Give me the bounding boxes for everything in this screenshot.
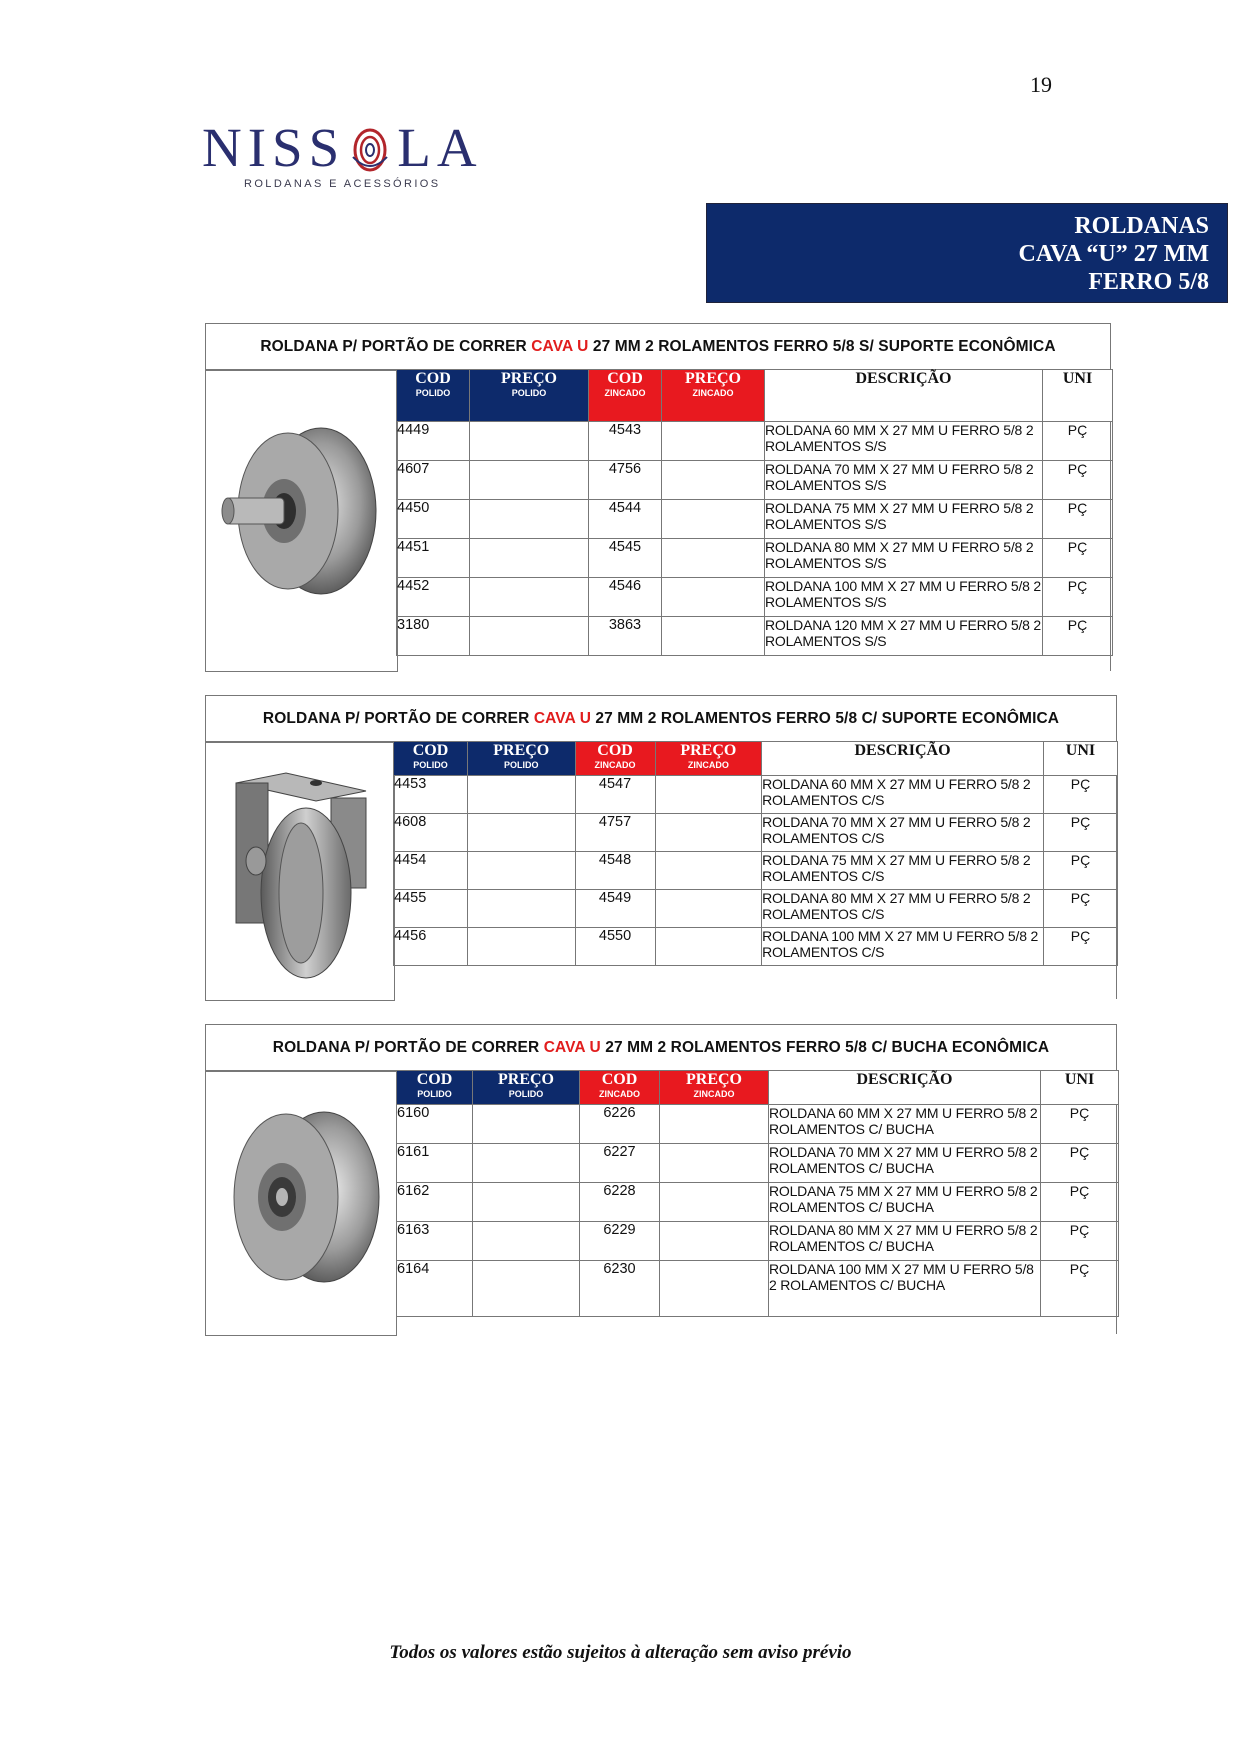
table-row: [397, 461, 1113, 500]
cell-preco-polido: [470, 461, 589, 500]
section-title-highlight: CAVA U: [543, 1038, 601, 1056]
cell-cod-polido: 4452: [397, 578, 470, 617]
logo-tagline: ROLDANAS E ACESSÓRIOS: [244, 178, 441, 190]
cell-cod-polido: 6164: [397, 1261, 473, 1317]
cell-uni: PÇ: [1043, 814, 1117, 852]
cell-preco-polido: [470, 422, 589, 461]
page-number: 19: [1030, 72, 1052, 97]
cell-cod-polido: 4449: [397, 422, 470, 461]
cell-descricao: ROLDANA 60 MM X 27 MM U FERRO 5/8 2 ROLAMENTOS S/S: [765, 422, 1043, 461]
product-table: [396, 1070, 1119, 1317]
cell-cod-zincado: 4548: [575, 852, 655, 890]
product-section-1: [205, 323, 1111, 671]
cell-preco-zincado: [662, 539, 765, 578]
logo-text-left: NISS: [202, 117, 346, 178]
section-title-text: ROLDANA P/ PORTÃO DE CORRER: [260, 337, 527, 355]
category-title-box: [706, 203, 1228, 303]
cell-preco-polido: [473, 1183, 580, 1222]
col-preco-zincado: PREÇO ZINCADO: [655, 742, 761, 776]
cell-preco-zincado: [662, 617, 765, 656]
cell-preco-polido: [473, 1144, 580, 1183]
cell-preco-zincado: [662, 500, 765, 539]
table-row: [397, 422, 1113, 461]
cell-uni: PÇ: [1043, 617, 1113, 656]
cell-preco-polido: [473, 1261, 580, 1317]
cell-cod-zincado: 4756: [589, 461, 662, 500]
cell-cod-polido: 4456: [394, 928, 468, 966]
col-cod-zincado: COD ZINCADO: [575, 742, 655, 776]
table-row: [397, 1222, 1119, 1261]
company-logo: [202, 118, 492, 198]
cell-cod-polido: 4451: [397, 539, 470, 578]
section-title-highlight: CAVA U: [533, 709, 591, 727]
product-table: [393, 741, 1118, 966]
table-row: [394, 776, 1118, 814]
cell-preco-polido: [470, 539, 589, 578]
cell-cod-polido: 6161: [397, 1144, 473, 1183]
col-uni: UNI: [1043, 742, 1117, 776]
col-cod-polido: COD POLIDO: [394, 742, 468, 776]
product-section-3: [205, 1024, 1117, 1334]
cell-uni: PÇ: [1041, 1222, 1119, 1261]
cell-preco-polido: [468, 928, 575, 966]
cell-preco-polido: [470, 617, 589, 656]
cell-cod-polido: 4450: [397, 500, 470, 539]
cell-cod-zincado: 6226: [580, 1105, 660, 1144]
pulley-wheel-icon: [347, 125, 393, 171]
cell-cod-zincado: 4549: [575, 890, 655, 928]
col-preco-polido: PREÇO POLIDO: [470, 370, 589, 422]
table-row: [394, 928, 1118, 966]
cell-cod-polido: 4455: [394, 890, 468, 928]
cell-preco-polido: [468, 890, 575, 928]
cell-preco-polido: [468, 852, 575, 890]
col-preco-polido: PREÇO POLIDO: [473, 1071, 580, 1105]
cell-descricao: ROLDANA 60 MM X 27 MM U FERRO 5/8 2 ROLAMENTOS C/S: [762, 776, 1044, 814]
cell-uni: PÇ: [1043, 539, 1113, 578]
cell-preco-polido: [468, 776, 575, 814]
cell-preco-zincado: [655, 776, 761, 814]
table-row: [397, 578, 1113, 617]
section-title-text: ROLDANA P/ PORTÃO DE CORRER: [262, 709, 530, 727]
cell-cod-zincado: 4757: [575, 814, 655, 852]
col-preco-zincado: PREÇO ZINCADO: [662, 370, 765, 422]
category-title-line1: ROLDANAS: [1074, 213, 1209, 239]
cell-descricao: ROLDANA 80 MM X 27 MM U FERRO 5/8 2 ROLAMENTOS S/S: [765, 539, 1043, 578]
cell-uni: PÇ: [1041, 1105, 1119, 1144]
product-section-2: [205, 695, 1117, 999]
product-photo: [205, 742, 395, 1001]
cell-preco-polido: [470, 500, 589, 539]
col-cod-polido: COD POLIDO: [397, 1071, 473, 1105]
cell-preco-zincado: [660, 1105, 769, 1144]
cell-descricao: ROLDANA 100 MM X 27 MM U FERRO 5/8 2 ROLAMENTOS S/S: [765, 578, 1043, 617]
section-title-text-end: 27 MM 2 ROLAMENTOS FERRO 5/8 S/ SUPORTE ECONÔMICA: [592, 337, 1056, 355]
cell-cod-polido: 4607: [397, 461, 470, 500]
cell-cod-zincado: 6229: [580, 1222, 660, 1261]
cell-preco-zincado: [660, 1222, 769, 1261]
cell-uni: PÇ: [1043, 852, 1117, 890]
col-uni: UNI: [1043, 370, 1113, 422]
section-title-highlight: CAVA U: [531, 337, 589, 355]
cell-uni: PÇ: [1041, 1144, 1119, 1183]
cell-descricao: ROLDANA 60 MM X 27 MM U FERRO 5/8 2 ROLAMENTOS C/ BUCHA: [769, 1105, 1041, 1144]
cell-uni: PÇ: [1041, 1261, 1119, 1317]
cell-descricao: ROLDANA 75 MM X 27 MM U FERRO 5/8 2 ROLAMENTOS C/S: [762, 852, 1044, 890]
cell-cod-polido: 6163: [397, 1222, 473, 1261]
table-row: [394, 890, 1118, 928]
wheel-with-bracket-image: [206, 743, 396, 1001]
section-title: [206, 696, 1116, 742]
cell-preco-polido: [473, 1105, 580, 1144]
cell-cod-zincado: 6228: [580, 1183, 660, 1222]
col-descricao: DESCRIÇÃO: [765, 370, 1043, 422]
cell-descricao: ROLDANA 100 MM X 27 MM U FERRO 5/8 2 ROLAMENTOS C/ BUCHA: [769, 1261, 1041, 1317]
section-title: [206, 1025, 1116, 1071]
table-row: [394, 814, 1118, 852]
cell-descricao: ROLDANA 100 MM X 27 MM U FERRO 5/8 2 ROLAMENTOS C/S: [762, 928, 1044, 966]
cell-cod-zincado: 6230: [580, 1261, 660, 1317]
col-uni: UNI: [1041, 1071, 1119, 1105]
cell-preco-zincado: [660, 1144, 769, 1183]
table-row: [394, 852, 1118, 890]
cell-preco-polido: [468, 814, 575, 852]
cell-preco-zincado: [662, 461, 765, 500]
category-title-line3: FERRO 5/8: [1088, 269, 1209, 295]
cell-uni: PÇ: [1043, 890, 1117, 928]
product-photo: [205, 1071, 397, 1336]
cell-uni: PÇ: [1041, 1183, 1119, 1222]
cell-descricao: ROLDANA 120 MM X 27 MM U FERRO 5/8 2 ROLAMENTOS S/S: [765, 617, 1043, 656]
section-title-text-end: 27 MM 2 ROLAMENTOS FERRO 5/8 C/ SUPORTE ECONÔMICA: [595, 709, 1060, 727]
category-title-line2: CAVA “U” 27 MM: [1018, 241, 1209, 267]
wheel-with-axle-image: [206, 371, 399, 671]
cell-cod-polido: 6160: [397, 1105, 473, 1144]
cell-uni: PÇ: [1043, 461, 1113, 500]
product-photo: [205, 370, 398, 672]
col-cod-zincado: COD ZINCADO: [589, 370, 662, 422]
cell-cod-polido: 4453: [394, 776, 468, 814]
cell-cod-zincado: 3863: [589, 617, 662, 656]
product-table: [396, 369, 1113, 656]
col-descricao: DESCRIÇÃO: [762, 742, 1044, 776]
cell-preco-zincado: [655, 852, 761, 890]
table-row: [397, 617, 1113, 656]
cell-preco-zincado: [660, 1183, 769, 1222]
cell-descricao: ROLDANA 80 MM X 27 MM U FERRO 5/8 2 ROLAMENTOS C/S: [762, 890, 1044, 928]
cell-cod-zincado: 4543: [589, 422, 662, 461]
table-row: [397, 1144, 1119, 1183]
cell-preco-zincado: [662, 578, 765, 617]
col-preco-polido: PREÇO POLIDO: [468, 742, 575, 776]
cell-preco-polido: [470, 578, 589, 617]
cell-cod-polido: 6162: [397, 1183, 473, 1222]
cell-descricao: ROLDANA 75 MM X 27 MM U FERRO 5/8 2 ROLAMENTOS C/ BUCHA: [769, 1183, 1041, 1222]
cell-cod-polido: 4454: [394, 852, 468, 890]
wheel-with-bushing-image: [206, 1072, 398, 1336]
cell-cod-zincado: 4545: [589, 539, 662, 578]
cell-preco-zincado: [655, 928, 761, 966]
cell-cod-zincado: 4550: [575, 928, 655, 966]
cell-cod-polido: 4608: [394, 814, 468, 852]
cell-cod-zincado: 6227: [580, 1144, 660, 1183]
cell-uni: PÇ: [1043, 776, 1117, 814]
logo-text-right: LA: [397, 117, 483, 178]
cell-uni: PÇ: [1043, 928, 1117, 966]
cell-descricao: ROLDANA 70 MM X 27 MM U FERRO 5/8 2 ROLAMENTOS C/S: [762, 814, 1044, 852]
cell-uni: PÇ: [1043, 578, 1113, 617]
table-row: [397, 500, 1113, 539]
table-row: [397, 1183, 1119, 1222]
col-descricao: DESCRIÇÃO: [769, 1071, 1041, 1105]
cell-preco-zincado: [655, 814, 761, 852]
cell-cod-zincado: 4544: [589, 500, 662, 539]
cell-preco-zincado: [662, 422, 765, 461]
footer-disclaimer: Todos os valores estão sujeitos à alteração sem aviso prévio: [389, 1642, 852, 1663]
cell-uni: PÇ: [1043, 422, 1113, 461]
section-title-text: ROLDANA P/ PORTÃO DE CORRER: [272, 1038, 540, 1056]
cell-cod-polido: 3180: [397, 617, 470, 656]
cell-descricao: ROLDANA 80 MM X 27 MM U FERRO 5/8 2 ROLAMENTOS C/ BUCHA: [769, 1222, 1041, 1261]
table-row: [397, 539, 1113, 578]
section-title-text-end: 27 MM 2 ROLAMENTOS FERRO 5/8 C/ BUCHA ECONÔMICA: [605, 1038, 1050, 1056]
table-row: [397, 1261, 1119, 1317]
cell-cod-zincado: 4547: [575, 776, 655, 814]
cell-descricao: ROLDANA 70 MM X 27 MM U FERRO 5/8 2 ROLAMENTOS C/ BUCHA: [769, 1144, 1041, 1183]
cell-preco-polido: [473, 1222, 580, 1261]
cell-descricao: ROLDANA 70 MM X 27 MM U FERRO 5/8 2 ROLAMENTOS S/S: [765, 461, 1043, 500]
cell-cod-zincado: 4546: [589, 578, 662, 617]
cell-descricao: ROLDANA 75 MM X 27 MM U FERRO 5/8 2 ROLAMENTOS S/S: [765, 500, 1043, 539]
col-cod-polido: COD POLIDO: [397, 370, 470, 422]
section-title: [206, 324, 1110, 370]
cell-preco-zincado: [655, 890, 761, 928]
col-preco-zincado: PREÇO ZINCADO: [660, 1071, 769, 1105]
logo-wordmark: [202, 118, 483, 178]
cell-preco-zincado: [660, 1261, 769, 1317]
col-cod-zincado: COD ZINCADO: [580, 1071, 660, 1105]
cell-uni: PÇ: [1043, 500, 1113, 539]
table-row: [397, 1105, 1119, 1144]
